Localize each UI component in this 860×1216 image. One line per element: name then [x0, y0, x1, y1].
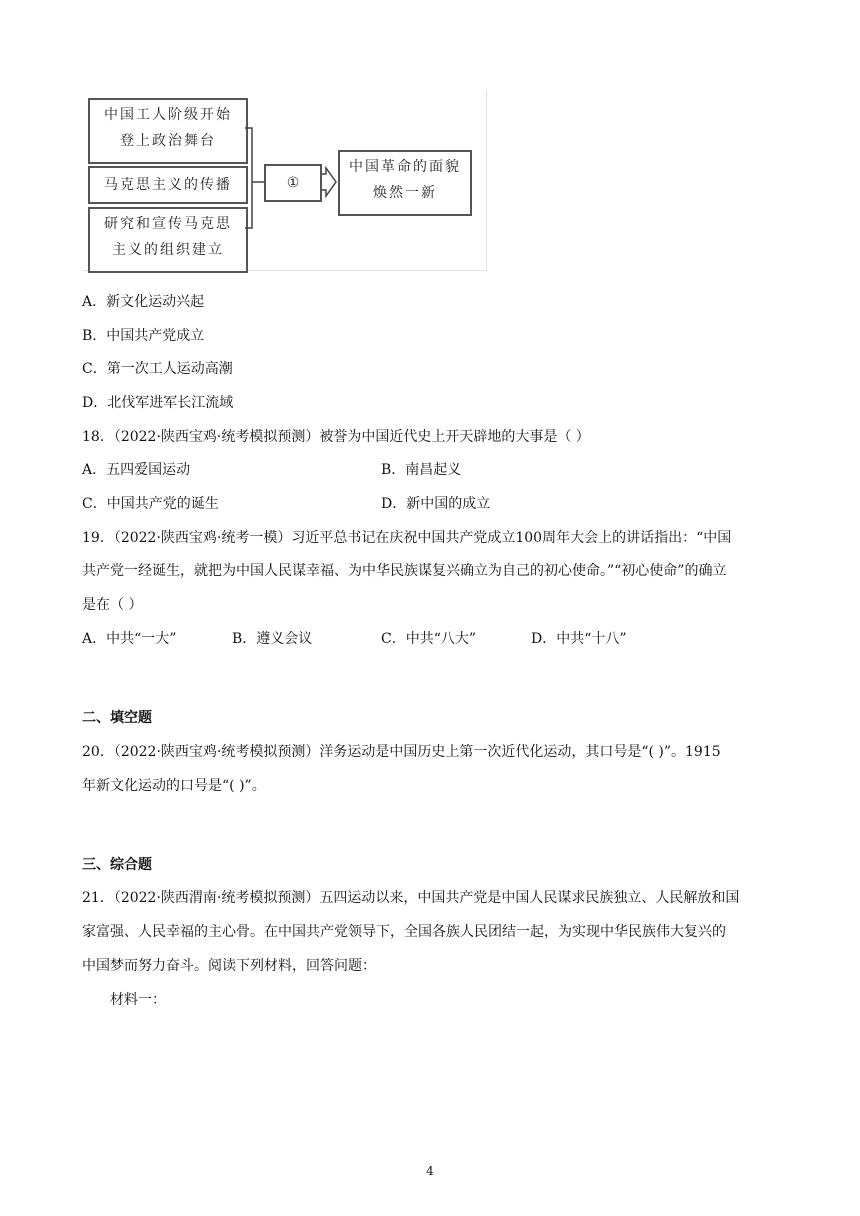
q21-material-one-label: 材料一： — [110, 992, 166, 1008]
q19-stem-line2: 共产党一经诞生，就把为中国人民谋幸福、为中华民族谋复兴确立为自己的初心使命。”“初心使命”的确立 — [82, 563, 727, 579]
diagram-blank-number: ① — [286, 175, 300, 191]
diagram-box-blank — [264, 164, 322, 202]
q17-option-d: D．北伐军进军长江流域 — [82, 395, 234, 411]
q19-option-a: A．中共“一大” — [82, 631, 177, 647]
q20-line2: 年新文化运动的口号是“( )”。 — [82, 778, 266, 794]
section-comprehensive-title: 三、综合题 — [82, 857, 152, 873]
diagram-box-result-line1: 中国革命的面貌 — [349, 159, 461, 175]
q18-stem: 18．（2022·陕西宝鸡·统考模拟预测）被誉为中国近代史上开天辟地的大事是（ ） — [82, 429, 590, 445]
q18-option-b: B．南昌起义 — [381, 462, 462, 478]
diagram-box-workers-line2: 登上政治舞台 — [120, 133, 216, 149]
q19-option-c: C．中共“八大” — [381, 631, 477, 647]
hollow-arrow-icon — [320, 168, 336, 196]
q17-option-c: C．第一次工人运动高潮 — [82, 361, 233, 377]
q19-stem-line3: 是在（ ） — [82, 597, 143, 613]
q19-stem-line1: 19．（2022·陕西宝鸡·统考一模）习近平总书记在庆祝中国共产党成立100周年大会上的讲话指出：“中国 — [82, 530, 732, 546]
q17-option-b: B．中国共产党成立 — [82, 328, 205, 344]
page-number: 4 — [426, 1164, 434, 1178]
diagram-box-organization-line1: 研究和宣传马克思 — [104, 216, 232, 232]
diagram-box-workers-line1: 中国工人阶级开始 — [104, 107, 232, 123]
diagram-box-result-line2: 焕然一新 — [373, 185, 437, 201]
q18-option-d: D．新中国的成立 — [381, 496, 491, 512]
q18-option-a: A．五四爱国运动 — [82, 462, 191, 478]
q18-option-c: C．中国共产党的诞生 — [82, 496, 219, 512]
diagram-box-marxism-text: 马克思主义的传播 — [104, 177, 232, 193]
q21-line3: 中国梦而努力奋斗。阅读下列材料，回答问题： — [82, 958, 376, 974]
q21-line1: 21．（2022·陕西渭南·统考模拟预测）五四运动以来，中国共产党是中国人民谋求民族独立、人民解放和国 — [82, 890, 740, 906]
q17-option-a: A．新文化运动兴起 — [82, 294, 205, 310]
diagram-box-organization-line2: 主义的组织建立 — [112, 242, 224, 258]
q20-line1: 20．（2022·陕西宝鸡·统考模拟预测）洋务运动是中国历史上第一次近代化运动，其口号是“( )”。1915 — [82, 744, 721, 760]
diagram-box-result — [338, 150, 472, 216]
section-fill-in-title: 二、填空题 — [82, 710, 152, 726]
q19-option-b: B．遵义会议 — [232, 631, 313, 647]
q19-option-d: D．中共“十八” — [531, 631, 627, 647]
q21-line2: 家富强、人民幸福的主心骨。在中国共产党领导下，全国各族人民团结一起，为实现中华民族伟大复兴的 — [82, 924, 726, 940]
knowledge-diagram — [82, 90, 488, 272]
